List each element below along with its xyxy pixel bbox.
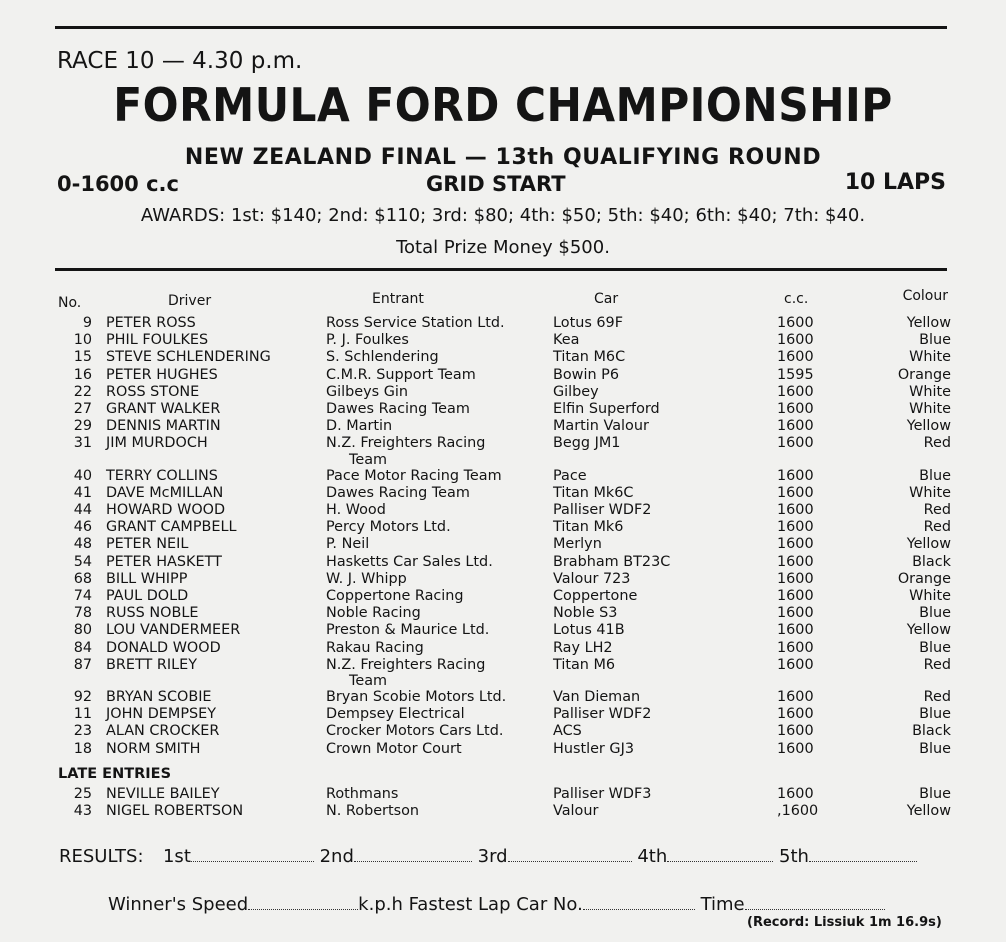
driver-name: LOU VANDERMEER — [106, 622, 241, 639]
result-blank-2[interactable] — [354, 847, 472, 862]
car-number: 48 — [73, 536, 92, 553]
entry-row — [55, 485, 951, 502]
car-colour: Orange — [897, 366, 951, 383]
driver-name: PETER NEIL — [106, 536, 189, 553]
entrant-name: Ross Service Station Ltd. — [326, 315, 505, 331]
car-model: Brabham BT23C — [553, 553, 671, 570]
entry-row — [55, 384, 951, 401]
engine-cc: 1600 — [777, 383, 814, 400]
result-blank-5[interactable] — [809, 847, 917, 862]
entry-row — [55, 519, 951, 536]
driver-name: PHIL FOULKES — [106, 332, 209, 349]
car-colour: Yellow — [906, 536, 951, 553]
car-model: Palliser WDF3 — [553, 786, 652, 802]
entry-row — [55, 588, 951, 605]
entrant-name: Hasketts Car Sales Ltd. — [326, 553, 493, 570]
driver-name: BRETT RILEY — [106, 656, 198, 673]
engine-cc: 1600 — [777, 639, 814, 656]
entrant-name: P. J. Foulkes — [326, 332, 409, 349]
engine-cc: 1600 — [777, 502, 814, 519]
entry-row — [55, 367, 951, 384]
entrant-name: Preston & Maurice Ltd. — [326, 622, 490, 639]
entrant-name: Gilbeys Gin — [326, 383, 408, 400]
car-model: ACS — [553, 723, 582, 740]
car-number: 9 — [82, 315, 92, 331]
driver-name: PETER ROSS — [106, 315, 196, 331]
total-prize: Total Prize Money $500. — [396, 237, 610, 258]
entry-row — [55, 536, 951, 553]
car-number: 84 — [73, 639, 92, 656]
time-label: Time — [700, 894, 745, 915]
car-number: 54 — [73, 553, 92, 570]
car-number: 80 — [73, 622, 92, 639]
engine-cc: 1600 — [777, 706, 814, 723]
driver-name: PETER HASKETT — [106, 553, 222, 570]
speed-line — [108, 894, 885, 915]
car-colour: White — [909, 484, 951, 501]
race-subtitle: NEW ZEALAND FINAL — 13th QUALIFYING ROUND — [184, 145, 822, 170]
car-colour: Red — [923, 656, 951, 673]
driver-name: RUSS NOBLE — [106, 605, 199, 622]
car-colour: Yellow — [906, 418, 951, 435]
engine-cc: 1600 — [777, 689, 814, 706]
car-model: Hustler GJ3 — [553, 740, 634, 757]
car-colour: Orange — [897, 570, 951, 587]
car-model: Merlyn — [553, 536, 602, 553]
entry-row — [55, 571, 951, 588]
driver-name: PETER HUGHES — [106, 366, 218, 383]
engine-class: 0-1600 c.c — [57, 172, 179, 196]
car-model: Titan M6 — [553, 656, 616, 673]
car-model: Titan M6C — [553, 349, 626, 366]
entrant-name: Dawes Racing Team — [326, 484, 470, 501]
entry-row — [55, 554, 951, 571]
car-colour: Blue — [919, 706, 951, 723]
car-model: Coppertone — [553, 588, 638, 605]
result-blank-4[interactable] — [667, 847, 773, 862]
engine-cc: 1600 — [777, 536, 814, 553]
entry-row — [55, 605, 951, 622]
engine-cc: 1600 — [777, 656, 814, 673]
entrant-name: N.Z. Freighters Racing — [326, 656, 486, 673]
results-line — [59, 846, 917, 867]
car-model: Van Dieman — [553, 689, 641, 706]
engine-cc: 1600 — [777, 622, 814, 639]
entrant-name: Percy Motors Ltd. — [326, 519, 451, 536]
car-colour: Blue — [919, 332, 951, 349]
col-header-entrant: Entrant — [372, 291, 424, 307]
result-blank-1[interactable] — [191, 847, 314, 862]
car-colour: Red — [923, 502, 951, 519]
car-colour: White — [909, 588, 951, 605]
driver-name: HOWARD WOOD — [106, 502, 226, 519]
entry-row — [55, 332, 951, 349]
car-number: 18 — [73, 740, 92, 757]
race-time: RACE 10 — 4.30 p.m. — [57, 48, 303, 74]
car-number: 10 — [73, 332, 92, 349]
result-place-1: 1st — [162, 846, 191, 867]
driver-name: DENNIS MARTIN — [106, 418, 221, 435]
engine-cc: ,1600 — [777, 803, 819, 820]
driver-name: JOHN DEMPSEY — [106, 706, 217, 723]
engine-cc: 1600 — [777, 605, 814, 622]
late-entry-list — [55, 786, 951, 820]
car-colour: Yellow — [906, 803, 951, 820]
car-model: Lotus 41B — [553, 622, 625, 639]
kph-label: k.p.h — [358, 894, 403, 915]
entrant-name: Dawes Racing Team — [326, 401, 470, 418]
car-model: Ray LH2 — [553, 639, 613, 656]
engine-cc: 1600 — [777, 553, 814, 570]
driver-name: STEVE SCHLENDERING — [106, 349, 271, 366]
car-number: 74 — [73, 588, 92, 605]
car-model: Titan Mk6C — [553, 484, 634, 501]
car-colour: Yellow — [906, 315, 951, 331]
entry-row — [55, 640, 951, 657]
car-colour: Blue — [919, 467, 951, 484]
engine-cc: 1600 — [777, 349, 814, 366]
car-colour: Black — [912, 553, 951, 570]
driver-name: DONALD WOOD — [106, 639, 221, 656]
col-header-cc: c.c. — [784, 291, 809, 307]
entry-row — [55, 349, 951, 366]
entrant-name: N. Robertson — [326, 803, 420, 820]
lap-record: (Record: Lissiuk 1m 16.9s) — [747, 915, 942, 930]
entry-row-continued — [55, 674, 951, 689]
result-place-4: 4th — [637, 846, 668, 867]
driver-name: BRYAN SCOBIE — [106, 689, 212, 706]
entry-row — [55, 502, 951, 519]
engine-cc: 1600 — [777, 570, 814, 587]
engine-cc: 1600 — [777, 401, 814, 418]
driver-name: GRANT CAMPBELL — [106, 519, 237, 536]
fastest-lap-blank[interactable] — [583, 895, 695, 910]
result-blank-3[interactable] — [508, 847, 632, 862]
entrant-name: Rakau Racing — [326, 639, 424, 656]
car-colour: Blue — [919, 605, 951, 622]
engine-cc: 1600 — [777, 519, 814, 536]
entrant-name: Crocker Motors Cars Ltd. — [326, 723, 504, 740]
entrant-name: Crown Motor Court — [326, 740, 462, 757]
winners-speed-blank[interactable] — [248, 895, 358, 910]
entry-list — [55, 315, 951, 758]
car-number: 16 — [73, 366, 92, 383]
car-number: 29 — [73, 418, 92, 435]
entrant-name: Bryan Scobie Motors Ltd. — [326, 689, 507, 706]
top-rule — [55, 26, 947, 29]
race-title: FORMULA FORD CHAMPIONSHIP — [113, 78, 893, 132]
engine-cc: 1600 — [777, 435, 814, 452]
driver-name: ALAN CROCKER — [106, 723, 220, 740]
car-colour: Red — [923, 689, 951, 706]
car-model: Palliser WDF2 — [553, 706, 652, 723]
engine-cc: 1600 — [777, 786, 814, 802]
car-model: Elfin Superford — [553, 401, 660, 418]
car-colour: Black — [912, 723, 951, 740]
driver-name: TERRY COLLINS — [106, 467, 218, 484]
entry-row — [55, 622, 951, 639]
car-number: 40 — [73, 467, 92, 484]
entry-row — [55, 435, 951, 452]
entry-row — [55, 803, 951, 820]
entrant-name: Coppertone Racing — [326, 588, 464, 605]
car-model: Noble S3 — [553, 605, 618, 622]
entrant-name-continued: Team — [349, 673, 388, 690]
driver-name: BILL WHIPP — [106, 570, 188, 587]
time-blank[interactable] — [745, 895, 885, 910]
engine-cc: 1600 — [777, 723, 814, 740]
engine-cc: 1600 — [777, 418, 814, 435]
car-number: 78 — [73, 605, 92, 622]
car-model: Valour 723 — [553, 570, 631, 587]
car-model: Lotus 69F — [553, 315, 623, 331]
entrant-name: Rothmans — [326, 786, 399, 802]
engine-cc: 1595 — [777, 366, 814, 383]
car-model: Bowin P6 — [553, 366, 619, 383]
entrant-name-continued: Team — [349, 451, 388, 468]
car-colour: Blue — [919, 786, 951, 802]
car-model: Martin Valour — [553, 418, 649, 435]
mid-rule — [55, 268, 947, 271]
engine-cc: 1600 — [777, 588, 814, 605]
late-entries-heading: LATE ENTRIES — [58, 766, 172, 782]
entrant-name: S. Schlendering — [326, 349, 439, 366]
driver-name: NEVILLE BAILEY — [106, 786, 220, 802]
entry-row — [55, 315, 951, 332]
car-colour: Yellow — [906, 622, 951, 639]
car-number: 68 — [73, 570, 92, 587]
entry-row — [55, 657, 951, 674]
entry-row — [55, 418, 951, 435]
entrant-name: W. J. Whipp — [326, 570, 407, 587]
car-number: 31 — [73, 435, 92, 452]
driver-name: PAUL DOLD — [106, 588, 189, 605]
entry-row — [55, 706, 951, 723]
driver-name: NIGEL ROBERTSON — [106, 803, 244, 820]
entrant-name: P. Neil — [326, 536, 370, 553]
lap-count: 10 LAPS — [844, 170, 946, 195]
car-number: 22 — [73, 383, 92, 400]
driver-name: DAVE McMILLAN — [106, 484, 224, 501]
entrant-name: N.Z. Freighters Racing — [326, 435, 486, 452]
engine-cc: 1600 — [777, 332, 814, 349]
car-colour: White — [909, 349, 951, 366]
car-number: 87 — [73, 656, 92, 673]
car-model: Palliser WDF2 — [553, 502, 652, 519]
col-header-colour: Colour — [902, 288, 948, 304]
result-place-3: 3rd — [477, 846, 508, 867]
entry-row — [55, 741, 951, 758]
car-number: 23 — [73, 723, 92, 740]
entrant-name: Noble Racing — [326, 605, 421, 622]
car-number: 41 — [73, 484, 92, 501]
entry-row — [55, 723, 951, 740]
car-number: 15 — [73, 349, 92, 366]
entrant-name: Dempsey Electrical — [326, 706, 465, 723]
car-colour: Blue — [919, 740, 951, 757]
car-model: Begg JM1 — [553, 435, 621, 452]
car-model: Pace — [553, 467, 587, 484]
entry-row — [55, 401, 951, 418]
car-model: Gilbey — [553, 383, 599, 400]
driver-name: ROSS STONE — [106, 383, 200, 400]
engine-cc: 1600 — [777, 740, 814, 757]
start-type: GRID START — [426, 172, 566, 196]
engine-cc: 1600 — [777, 484, 814, 501]
car-number: 46 — [73, 519, 92, 536]
engine-cc: 1600 — [777, 467, 814, 484]
result-place-5: 5th — [779, 846, 809, 867]
entrant-name: H. Wood — [326, 502, 386, 519]
car-number: 92 — [73, 689, 92, 706]
car-number: 43 — [73, 803, 92, 820]
car-number: 27 — [73, 401, 92, 418]
entrant-name: C.M.R. Support Team — [326, 366, 476, 383]
car-number: 25 — [73, 786, 92, 802]
entrant-name: D. Martin — [326, 418, 393, 435]
car-colour: White — [909, 401, 951, 418]
awards-line: AWARDS: 1st: $140; 2nd: $110; 3rd: $80; 4th: $50; 5th: $40; 6th: $40; 7th: $40. — [140, 205, 866, 226]
fastest-lap-label: Fastest Lap Car No. — [408, 894, 583, 915]
car-model: Titan Mk6 — [553, 519, 624, 536]
driver-name: JIM MURDOCH — [106, 435, 208, 452]
result-place-2: 2nd — [319, 846, 354, 867]
car-number: 44 — [73, 502, 92, 519]
car-model: Kea — [553, 332, 580, 349]
col-header-driver: Driver — [168, 293, 212, 309]
driver-name: NORM SMITH — [106, 740, 201, 757]
results-label: RESULTS: — [59, 846, 144, 867]
col-header-car: Car — [594, 291, 619, 307]
car-colour: Red — [923, 519, 951, 536]
entry-row-continued — [55, 453, 951, 468]
car-colour: Red — [923, 435, 951, 452]
entry-row — [55, 689, 951, 706]
entrant-name: Pace Motor Racing Team — [326, 467, 502, 484]
car-number: 11 — [73, 706, 92, 723]
engine-cc: 1600 — [777, 315, 814, 331]
col-header-no: No. — [58, 295, 82, 311]
car-colour: Blue — [919, 639, 951, 656]
driver-name: GRANT WALKER — [106, 401, 221, 418]
winners-speed-label: Winner's Speed — [108, 894, 249, 915]
car-model: Valour — [553, 803, 599, 820]
entry-row — [55, 468, 951, 485]
entry-row — [55, 786, 951, 803]
car-colour: White — [909, 383, 951, 400]
